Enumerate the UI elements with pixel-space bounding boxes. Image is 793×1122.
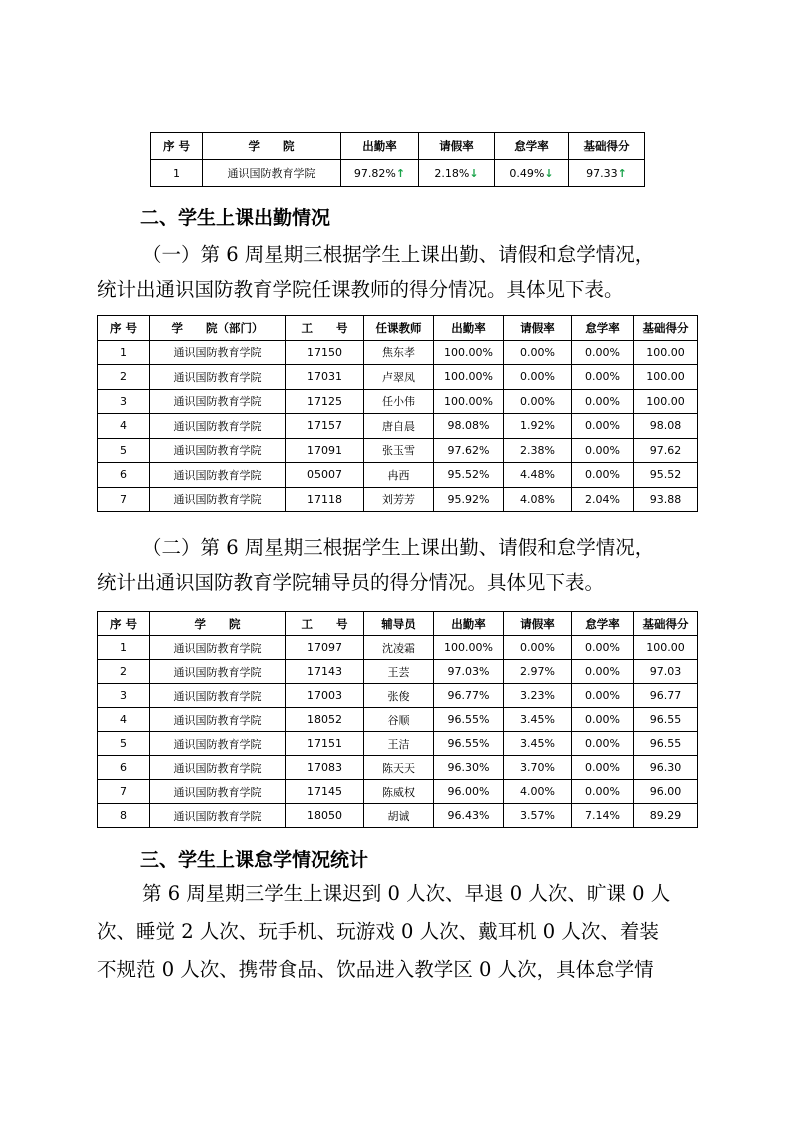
header-cell: 基础得分: [634, 612, 698, 636]
table-cell: 唐自晨: [364, 414, 434, 439]
table-cell: 96.30: [634, 756, 698, 780]
table-cell: 0.00%: [504, 389, 572, 414]
table-row: [98, 414, 698, 439]
paragraph-line: 不规范 0 人次、携带食品、饮品进入教学区 0 人次，具体怠学情: [97, 958, 654, 981]
arrow-down-icon: ↓: [544, 166, 554, 180]
table-cell: 0.00%: [572, 780, 634, 804]
table-cell: 17083: [286, 756, 364, 780]
table-cell: 0.00%: [572, 684, 634, 708]
table-cell: 王芸: [364, 660, 434, 684]
header-cell: 请假率: [504, 316, 572, 341]
table-cell: 0.00%: [572, 414, 634, 439]
header-cell: 怠学率: [572, 612, 634, 636]
table-cell: 95.52%: [434, 463, 504, 488]
table-cell: 4.00%: [504, 780, 572, 804]
table-cell: 1.92%: [504, 414, 572, 439]
row-number: 1: [151, 160, 203, 187]
paragraph-line: 统计出通识国防教育学院辅导员的得分情况。具体见下表。: [97, 571, 605, 594]
table-cell: 98.08: [634, 414, 698, 439]
header-cell: 工 号: [286, 612, 364, 636]
table-cell: 05007: [286, 463, 364, 488]
table-cell: 刘芳芳: [364, 487, 434, 512]
teacher-score-table: [97, 315, 698, 512]
table-cell: 17151: [286, 732, 364, 756]
table-cell: 97.62: [634, 438, 698, 463]
header-cell: 工 号: [286, 316, 364, 341]
table-cell: 96.00: [634, 780, 698, 804]
header-cell: 任课教师: [364, 316, 434, 341]
table-cell: 通识国防教育学院: [150, 756, 286, 780]
table-cell: 通识国防教育学院: [150, 804, 286, 828]
table-header-row: [98, 316, 698, 341]
table-cell: 17143: [286, 660, 364, 684]
table-row: [98, 389, 698, 414]
paragraph: [97, 875, 697, 989]
header-cell: 基础得分: [634, 316, 698, 341]
table-cell: 3.45%: [504, 708, 572, 732]
header-cell: 怠学率: [572, 316, 634, 341]
section-heading: 三、学生上课怠学情况统计: [140, 849, 369, 871]
table-cell: 0.00%: [572, 708, 634, 732]
table-cell: 3.57%: [504, 804, 572, 828]
paragraph-line: 次、睡觉 2 人次、玩手机、玩游戏 0 人次、戴耳机 0 人次、着装: [97, 920, 659, 943]
base-score: [569, 160, 645, 187]
header-cell: 序 号: [151, 133, 203, 160]
table-cell: 2.04%: [572, 487, 634, 512]
table-cell: 3.45%: [504, 732, 572, 756]
table-cell: 通识国防教育学院: [150, 660, 286, 684]
table-cell: 沈凌霜: [364, 636, 434, 660]
header-cell: 序 号: [98, 612, 150, 636]
table-row: [98, 438, 698, 463]
table-row: [98, 636, 698, 660]
table-cell: 100.00%: [434, 389, 504, 414]
table-cell: 谷顺: [364, 708, 434, 732]
header-cell: 请假率: [504, 612, 572, 636]
table-cell: 任小伟: [364, 389, 434, 414]
table-cell: 3: [98, 389, 150, 414]
section-heading: 二、学生上课出勤情况: [140, 207, 331, 229]
table-cell: 5: [98, 732, 150, 756]
table-cell: 张俊: [364, 684, 434, 708]
table-cell: 6: [98, 756, 150, 780]
table-row: [98, 340, 698, 365]
table-cell: 97.03: [634, 660, 698, 684]
table-cell: 0.00%: [572, 438, 634, 463]
table-row: [98, 365, 698, 390]
table-cell: 4: [98, 414, 150, 439]
header-cell: 学 院（部门）: [150, 316, 286, 341]
table-row: [98, 804, 698, 828]
table-cell: 96.43%: [434, 804, 504, 828]
arrow-up-icon: ↑: [617, 166, 627, 180]
table-cell: 5: [98, 438, 150, 463]
table-cell: 冉西: [364, 463, 434, 488]
table-cell: 0.00%: [504, 636, 572, 660]
table-cell: 2: [98, 365, 150, 390]
table-cell: 3.23%: [504, 684, 572, 708]
truancy-rate: [495, 160, 569, 187]
table-cell: 通识国防教育学院: [150, 708, 286, 732]
table-row: [98, 732, 698, 756]
table-cell: 17097: [286, 636, 364, 660]
table-cell: 陈天天: [364, 756, 434, 780]
table-cell: 7.14%: [572, 804, 634, 828]
table-cell: 王洁: [364, 732, 434, 756]
table-cell: 0.00%: [504, 340, 572, 365]
table-cell: 通识国防教育学院: [150, 389, 286, 414]
header-cell: 请假率: [419, 133, 495, 160]
table-cell: 0.00%: [572, 365, 634, 390]
table-row: [98, 780, 698, 804]
table-row: [98, 463, 698, 488]
table-cell: 17003: [286, 684, 364, 708]
table-cell: 100.00: [634, 365, 698, 390]
table-header-row: [98, 612, 698, 636]
table-row: [98, 756, 698, 780]
table-cell: 0.00%: [572, 340, 634, 365]
leave-rate: [419, 160, 495, 187]
paragraph-line: （二）第 6 周星期三根据学生上课出勤、请假和怠学情况，: [142, 536, 655, 559]
header-cell: 出勤率: [434, 316, 504, 341]
table-cell: 通识国防教育学院: [150, 463, 286, 488]
table-cell: 2: [98, 660, 150, 684]
table-cell: 100.00%: [434, 365, 504, 390]
table-cell: 96.55%: [434, 732, 504, 756]
paragraph: [97, 237, 697, 307]
table-cell: 4: [98, 708, 150, 732]
table-cell: 100.00%: [434, 340, 504, 365]
truancy-value: 0.49%: [509, 166, 545, 180]
table-cell: 100.00: [634, 340, 698, 365]
paragraph-line: 统计出通识国防教育学院任课教师的得分情况。具体见下表。: [97, 278, 624, 301]
table-row: [98, 660, 698, 684]
table-cell: 6: [98, 463, 150, 488]
table-cell: 7: [98, 487, 150, 512]
table-cell: 97.62%: [434, 438, 504, 463]
table-cell: 0.00%: [572, 756, 634, 780]
table-cell: 96.55: [634, 708, 698, 732]
table-cell: 96.30%: [434, 756, 504, 780]
table-cell: 通识国防教育学院: [150, 487, 286, 512]
table-cell: 4.48%: [504, 463, 572, 488]
table-header-row: [151, 133, 645, 160]
table-cell: 89.29: [634, 804, 698, 828]
paragraph: [97, 530, 697, 600]
table-cell: 通识国防教育学院: [150, 365, 286, 390]
table-cell: 张玉雪: [364, 438, 434, 463]
table-cell: 18052: [286, 708, 364, 732]
table-cell: 0.00%: [572, 389, 634, 414]
counselor-score-table: [97, 611, 698, 828]
header-cell: 学 院: [150, 612, 286, 636]
table-cell: 17031: [286, 365, 364, 390]
table-cell: 0.00%: [572, 463, 634, 488]
table-cell: 卢翠凤: [364, 365, 434, 390]
paragraph-line: （一）第 6 周星期三根据学生上课出勤、请假和怠学情况，: [142, 243, 655, 266]
college-name: 通识国防教育学院: [203, 160, 341, 187]
table-cell: 7: [98, 780, 150, 804]
table-cell: 96.77%: [434, 684, 504, 708]
leave-value: 2.18%: [434, 166, 470, 180]
table-cell: 100.00: [634, 636, 698, 660]
table-cell: 100.00%: [434, 636, 504, 660]
header-cell: 序 号: [98, 316, 150, 341]
table-cell: 通识国防教育学院: [150, 684, 286, 708]
table-cell: 通识国防教育学院: [150, 780, 286, 804]
college-summary-table: [150, 132, 645, 187]
table-cell: 17118: [286, 487, 364, 512]
table-cell: 1: [98, 636, 150, 660]
table-cell: 96.55: [634, 732, 698, 756]
table-cell: 17125: [286, 389, 364, 414]
header-cell: 出勤率: [341, 133, 419, 160]
table-cell: 98.08%: [434, 414, 504, 439]
table-cell: 陈威权: [364, 780, 434, 804]
table-cell: 2.97%: [504, 660, 572, 684]
arrow-down-icon: ↓: [469, 166, 479, 180]
table-cell: 17150: [286, 340, 364, 365]
table-cell: 0.00%: [572, 732, 634, 756]
table-cell: 95.52: [634, 463, 698, 488]
score-value: 97.33: [586, 166, 618, 180]
table-cell: 96.77: [634, 684, 698, 708]
table-cell: 通识国防教育学院: [150, 438, 286, 463]
table-cell: 17145: [286, 780, 364, 804]
table-cell: 0.00%: [504, 365, 572, 390]
table-cell: 17091: [286, 438, 364, 463]
table-cell: 17157: [286, 414, 364, 439]
attendance-value: 97.82%: [353, 166, 396, 180]
table-cell: 焦东孝: [364, 340, 434, 365]
table-cell: 4.08%: [504, 487, 572, 512]
table-cell: 18050: [286, 804, 364, 828]
header-cell: 出勤率: [434, 612, 504, 636]
table-cell: 通识国防教育学院: [150, 414, 286, 439]
table-cell: 通识国防教育学院: [150, 732, 286, 756]
table-cell: 96.55%: [434, 708, 504, 732]
paragraph-line: 第 6 周星期三学生上课迟到 0 人次、早退 0 人次、旷课 0 人: [142, 882, 671, 905]
header-cell: 基础得分: [569, 133, 645, 160]
table-cell: 100.00: [634, 389, 698, 414]
table-cell: 通识国防教育学院: [150, 636, 286, 660]
table-cell: 95.92%: [434, 487, 504, 512]
table-cell: 胡诚: [364, 804, 434, 828]
header-cell: 学 院: [203, 133, 341, 160]
table-cell: 3: [98, 684, 150, 708]
table-cell: 通识国防教育学院: [150, 340, 286, 365]
table-row: [98, 487, 698, 512]
header-cell: 辅导员: [364, 612, 434, 636]
table-cell: 97.03%: [434, 660, 504, 684]
table-row: [98, 684, 698, 708]
arrow-up-icon: ↑: [395, 166, 406, 180]
table-cell: 8: [98, 804, 150, 828]
table-cell: 96.00%: [434, 780, 504, 804]
table-cell: 2.38%: [504, 438, 572, 463]
attendance-rate: [341, 160, 419, 187]
table-cell: 93.88: [634, 487, 698, 512]
table-cell: 3.70%: [504, 756, 572, 780]
table-cell: 0.00%: [572, 660, 634, 684]
table-row: [98, 708, 698, 732]
table-row: [151, 160, 645, 187]
table-cell: 0.00%: [572, 636, 634, 660]
header-cell: 怠学率: [495, 133, 569, 160]
table-cell: 1: [98, 340, 150, 365]
